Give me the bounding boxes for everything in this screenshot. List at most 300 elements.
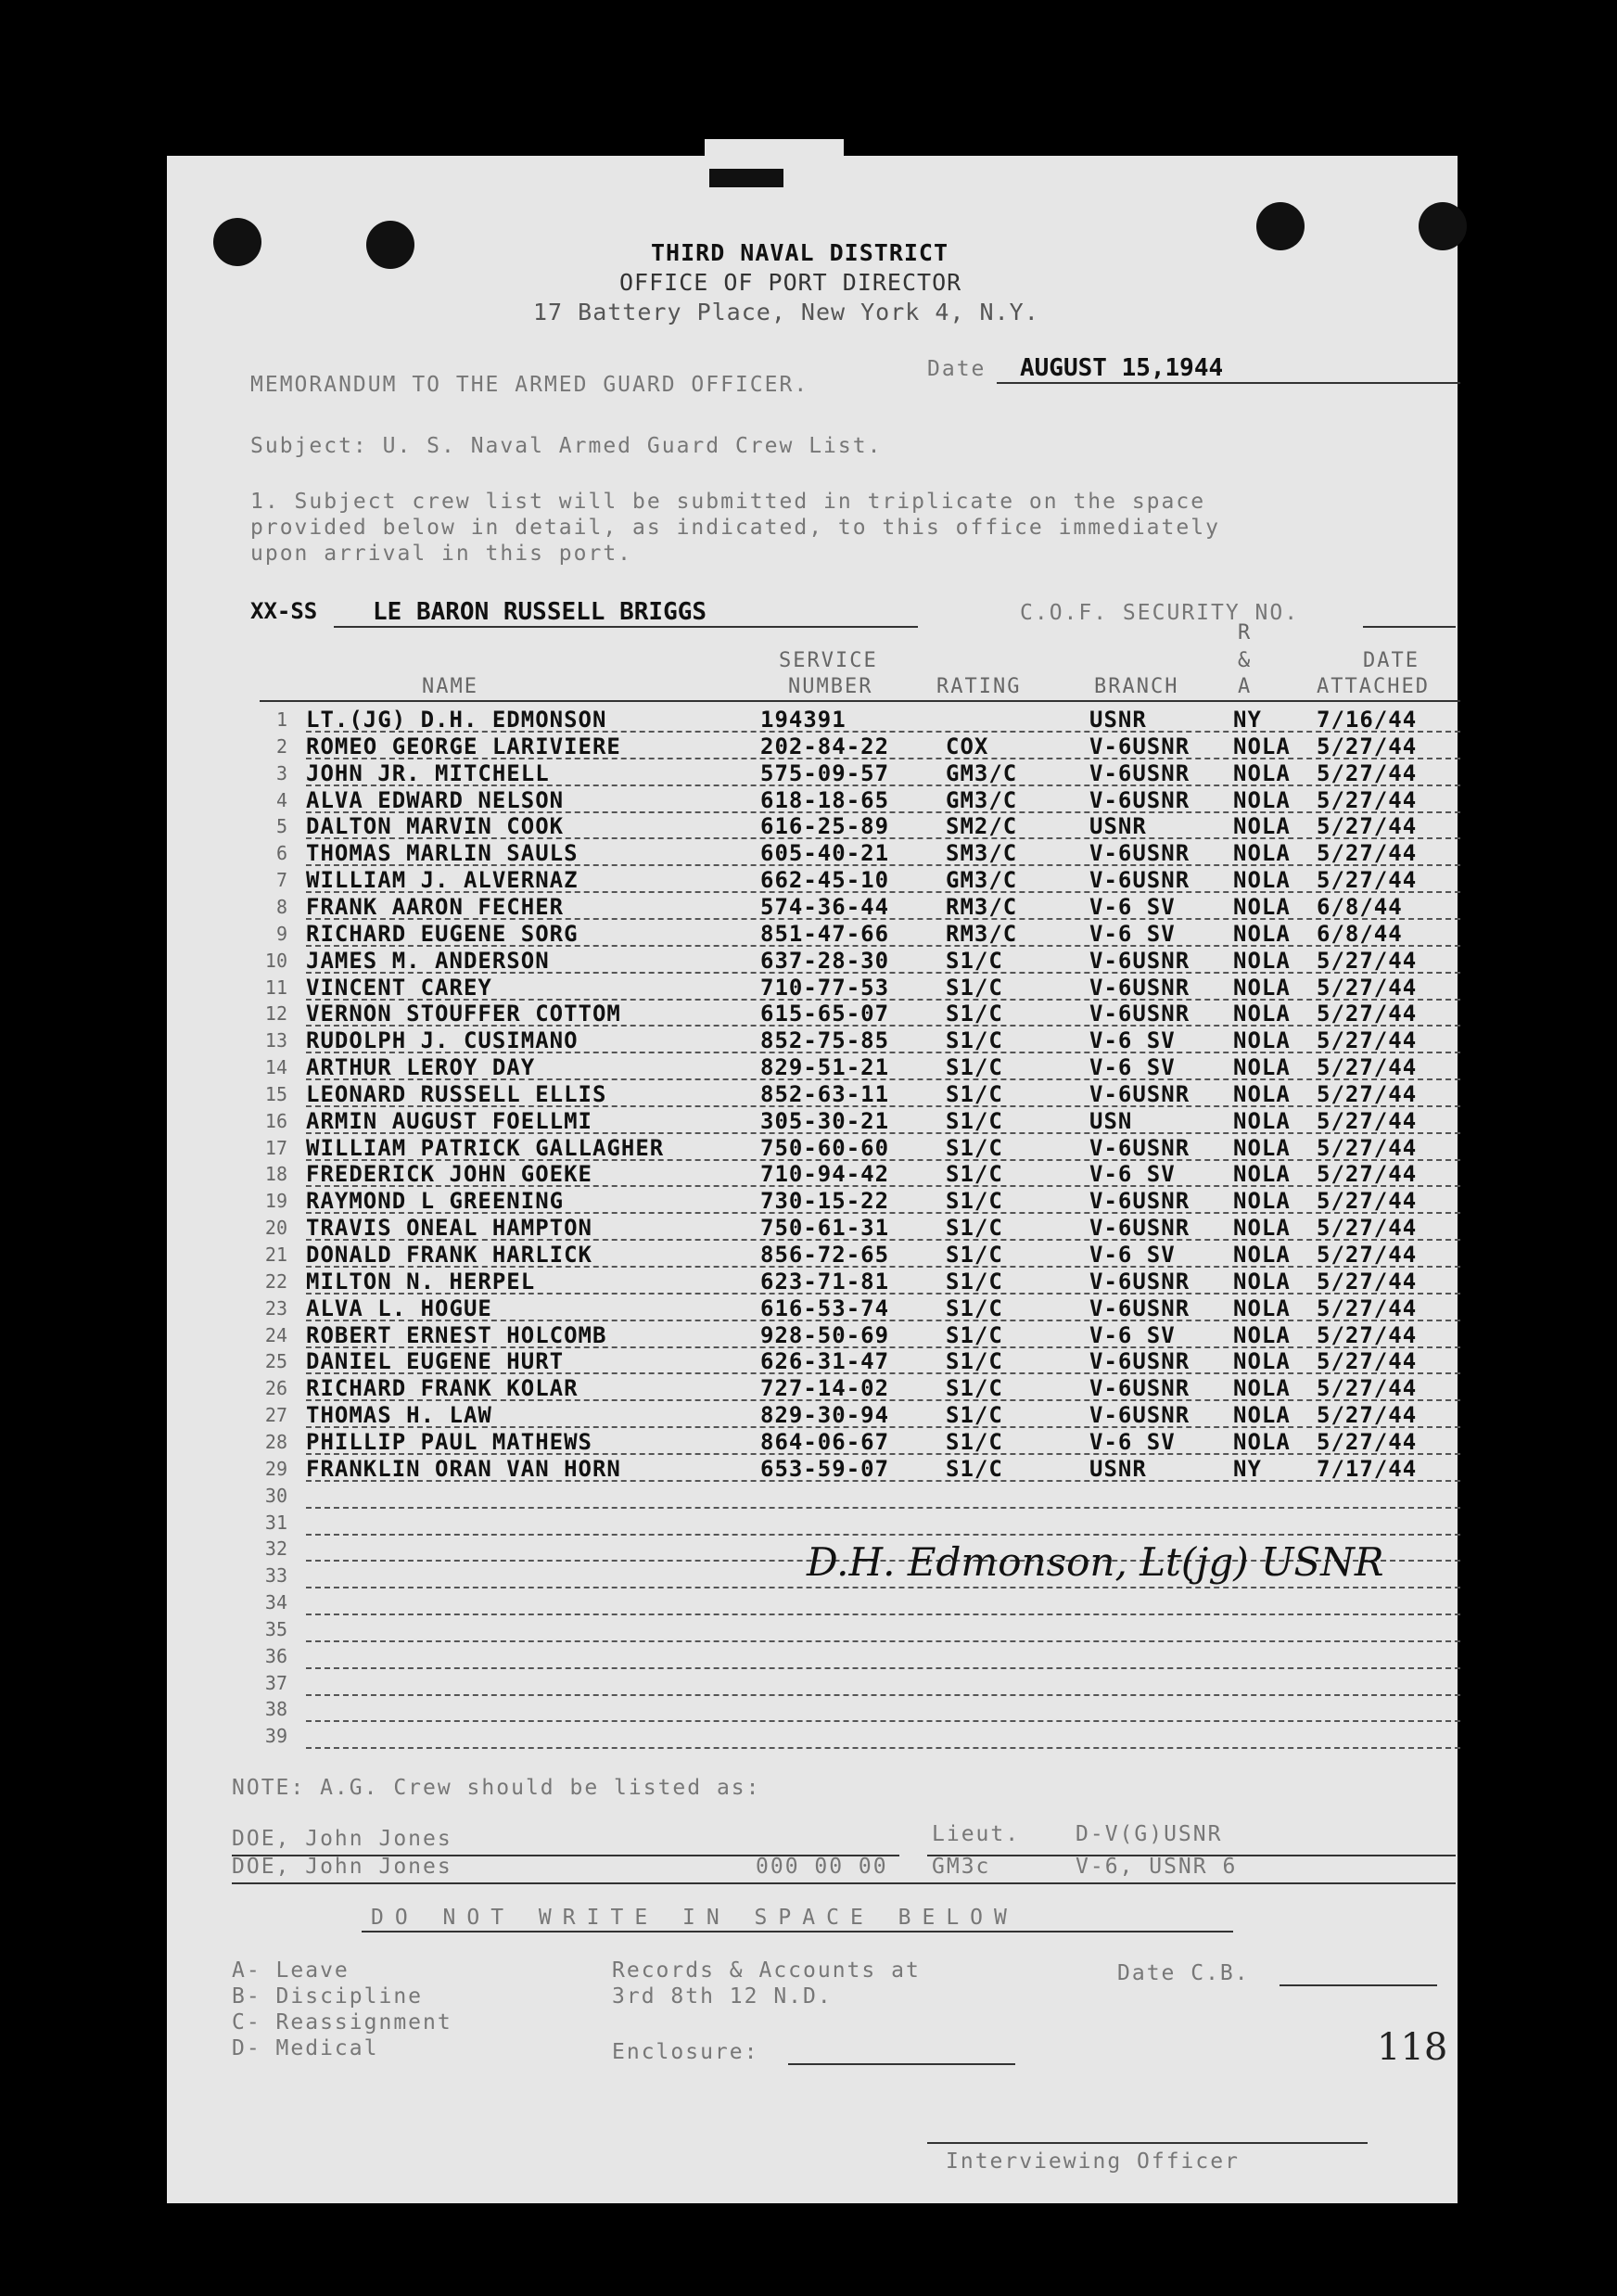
- crew-rating: S1/C: [946, 1215, 1003, 1242]
- crew-rating: S1/C: [946, 1001, 1003, 1027]
- crew-station: NOLA: [1233, 1001, 1291, 1027]
- row-line: [306, 1025, 1460, 1027]
- crew-rating: S1/C: [946, 1188, 1003, 1215]
- security-line: [1363, 626, 1456, 628]
- crew-branch: V-6USNR: [1089, 1402, 1190, 1429]
- crew-rating: S1/C: [946, 1402, 1003, 1429]
- crew-date: 5/27/44: [1317, 1080, 1418, 1107]
- crew-station: NOLA: [1233, 813, 1291, 840]
- row-line: [306, 918, 1460, 920]
- crew-name: WILLIAM J. ALVERNAZ: [306, 867, 579, 894]
- crew-branch: V-6 SV: [1089, 1027, 1176, 1054]
- col-rating: RATING: [936, 675, 1022, 698]
- crew-date: 5/27/44: [1317, 867, 1418, 894]
- crew-date: 5/27/44: [1317, 1161, 1418, 1188]
- row-number: 29: [264, 1457, 287, 1480]
- crew-branch: USN: [1089, 1107, 1133, 1134]
- col-date-top: DATE: [1363, 649, 1420, 672]
- crew-date: 5/27/44: [1317, 1295, 1418, 1321]
- crew-date: 5/27/44: [1317, 759, 1418, 786]
- crew-name: MILTON N. HERPEL: [306, 1268, 536, 1295]
- crew-service: 616-53-74: [760, 1295, 890, 1321]
- crew-branch: V-6USNR: [1089, 947, 1190, 974]
- crew-service: 605-40-21: [760, 840, 890, 867]
- crew-service: 864-06-67: [760, 1428, 890, 1455]
- row-number: 25: [264, 1350, 287, 1373]
- crew-rating: S1/C: [946, 1134, 1003, 1161]
- crew-date: 5/27/44: [1317, 1001, 1418, 1027]
- crew-date: 5/27/44: [1317, 1268, 1418, 1295]
- blank-row-line: [306, 1587, 1460, 1588]
- crew-date: 5/27/44: [1317, 1054, 1418, 1081]
- crew-date: 5/27/44: [1317, 1027, 1418, 1054]
- blank-row-number: 30: [264, 1484, 287, 1507]
- crew-station: NOLA: [1233, 893, 1291, 920]
- crew-service: 727-14-02: [760, 1375, 890, 1402]
- crew-rating: S1/C: [946, 1027, 1003, 1054]
- row-line: [306, 811, 1460, 813]
- blank-row-number: 38: [264, 1698, 287, 1721]
- crew-date: 5/27/44: [1317, 1188, 1418, 1215]
- row-number: 24: [264, 1323, 287, 1346]
- crew-name: THOMAS H. LAW: [306, 1402, 492, 1429]
- crew-station: NOLA: [1233, 920, 1291, 947]
- row-line: [306, 972, 1460, 974]
- crew-branch: V-6USNR: [1089, 1268, 1190, 1295]
- crew-name: FRANK AARON FECHER: [306, 893, 565, 920]
- crew-station: NOLA: [1233, 1348, 1291, 1375]
- crew-rating: SM2/C: [946, 813, 1018, 840]
- crew-date: 5/27/44: [1317, 1428, 1418, 1455]
- crew-name: RICHARD FRANK KOLAR: [306, 1375, 579, 1402]
- crew-branch: USNR: [1089, 813, 1147, 840]
- row-line: [306, 1372, 1460, 1374]
- crew-date: 5/27/44: [1317, 947, 1418, 974]
- crew-station: NOLA: [1233, 759, 1291, 786]
- crew-service: 852-75-85: [760, 1027, 890, 1054]
- col-branch: BRANCH: [1094, 675, 1179, 698]
- example-1-name: DOE, John Jones: [232, 1827, 452, 1851]
- blank-row-line: [306, 1640, 1460, 1642]
- crew-station: NOLA: [1233, 1188, 1291, 1215]
- crew-service: 202-84-22: [760, 733, 890, 759]
- crew-date: 5/27/44: [1317, 1348, 1418, 1375]
- crew-branch: V-6 SV: [1089, 1161, 1176, 1188]
- crew-service: 615-65-07: [760, 1001, 890, 1027]
- crew-station: NOLA: [1233, 733, 1291, 759]
- crew-name: ROMEO GEORGE LARIVIERE: [306, 733, 621, 759]
- footer-b: B- Discipline: [232, 1984, 424, 2009]
- ship-prefix: XX-SS: [250, 598, 318, 624]
- row-line: [306, 1480, 1460, 1482]
- interviewing-line: [927, 2142, 1368, 2144]
- crew-branch: V-6 SV: [1089, 1242, 1176, 1268]
- crew-rating: S1/C: [946, 1080, 1003, 1107]
- crew-service: 829-51-21: [760, 1054, 890, 1081]
- header-rule: [260, 700, 1460, 702]
- crew-service: 305-30-21: [760, 1107, 890, 1134]
- row-line: [306, 891, 1460, 893]
- row-line: [306, 1212, 1460, 1214]
- row-line: [306, 1132, 1460, 1134]
- footer-a: A- Leave: [232, 1958, 350, 1983]
- enclosure-label: Enclosure:: [612, 2040, 759, 2064]
- example-2-branch: V-6, USNR 6: [1076, 1855, 1238, 1879]
- row-line: [306, 1453, 1460, 1455]
- crew-station: NOLA: [1233, 947, 1291, 974]
- row-number: 9: [275, 922, 287, 945]
- crew-date: 5/27/44: [1317, 733, 1418, 759]
- instruction-line-1: 1. Subject crew list will be submitted in triplicate on the space: [250, 490, 1206, 514]
- crew-name: LT.(JG) D.H. EDMONSON: [306, 707, 607, 733]
- row-number: 26: [264, 1377, 287, 1400]
- crew-name: WILLIAM PATRICK GALLAGHER: [306, 1134, 665, 1161]
- crew-station: NOLA: [1233, 1402, 1291, 1429]
- row-number: 13: [264, 1029, 287, 1052]
- col-station-top: R: [1238, 621, 1253, 644]
- row-number: 18: [264, 1163, 287, 1186]
- crew-station: NOLA: [1233, 1375, 1291, 1402]
- crew-name: DALTON MARVIN COOK: [306, 813, 565, 840]
- crew-date: 5/27/44: [1317, 1321, 1418, 1348]
- crew-date: 5/27/44: [1317, 1402, 1418, 1429]
- blank-row-number: 39: [264, 1725, 287, 1748]
- crew-service: 852-63-11: [760, 1080, 890, 1107]
- blank-row-line: [306, 1614, 1460, 1615]
- row-line: [306, 1239, 1460, 1241]
- banner-underline: [362, 1931, 1233, 1932]
- row-line: [306, 1320, 1460, 1321]
- date-cb-line: [1280, 1984, 1437, 1986]
- row-number: 28: [264, 1430, 287, 1453]
- blank-row-line: [306, 1747, 1460, 1749]
- crew-date: 5/27/44: [1317, 1242, 1418, 1268]
- example-2-rating: GM3c: [932, 1855, 991, 1879]
- row-number: 3: [275, 761, 287, 784]
- district-title: THIRD NAVAL DISTRICT: [651, 239, 949, 266]
- row-line: [306, 1426, 1460, 1428]
- row-line: [306, 731, 1460, 733]
- row-number: 23: [264, 1296, 287, 1320]
- crew-name: DANIEL EUGENE HURT: [306, 1348, 565, 1375]
- crew-name: THOMAS MARLIN SAULS: [306, 840, 579, 867]
- date-label: Date: [927, 357, 987, 381]
- row-line: [306, 758, 1460, 759]
- blank-row-line: [306, 1507, 1460, 1509]
- row-number: 27: [264, 1404, 287, 1427]
- blank-row-number: 31: [264, 1511, 287, 1534]
- crew-branch: V-6USNR: [1089, 974, 1190, 1001]
- crew-branch: V-6 SV: [1089, 1321, 1176, 1348]
- row-line: [306, 1293, 1460, 1295]
- crew-date: 5/27/44: [1317, 813, 1418, 840]
- records-districts: 3rd 8th 12 N.D.: [612, 1984, 833, 2009]
- crew-branch: V-6USNR: [1089, 1188, 1190, 1215]
- example-2-name: DOE, John Jones: [232, 1855, 452, 1879]
- crew-date: 5/27/44: [1317, 1134, 1418, 1161]
- punch-hole-right-2: [1419, 202, 1467, 250]
- footer-c: C- Reassignment: [232, 2010, 452, 2035]
- crew-name: ARMIN AUGUST FOELLMI: [306, 1107, 592, 1134]
- date-line: [997, 382, 1460, 384]
- signature: D.H. Edmonson, Lt(jg) USNR: [807, 1539, 1384, 1585]
- row-line: [306, 1078, 1460, 1080]
- crew-rating: S1/C: [946, 974, 1003, 1001]
- crew-branch: USNR: [1089, 707, 1147, 733]
- row-number: 5: [275, 815, 287, 838]
- crew-branch: V-6USNR: [1089, 759, 1190, 786]
- crew-rating: RM3/C: [946, 893, 1018, 920]
- row-number: 4: [275, 788, 287, 811]
- crew-service: 575-09-57: [760, 759, 890, 786]
- crew-rating: RM3/C: [946, 920, 1018, 947]
- crew-rating: S1/C: [946, 1455, 1003, 1482]
- row-number: 11: [264, 976, 287, 999]
- crew-station: NOLA: [1233, 1054, 1291, 1081]
- row-line: [306, 837, 1460, 839]
- crew-service: 730-15-22: [760, 1188, 890, 1215]
- crew-station: NOLA: [1233, 1161, 1291, 1188]
- crew-rating: S1/C: [946, 1321, 1003, 1348]
- crew-station: NOLA: [1233, 1321, 1291, 1348]
- crew-service: 637-28-30: [760, 947, 890, 974]
- crew-rating: S1/C: [946, 947, 1003, 974]
- crew-name: DONALD FRANK HARLICK: [306, 1242, 592, 1268]
- crew-name: RAYMOND L GREENING: [306, 1188, 565, 1215]
- row-number: 8: [275, 895, 287, 918]
- crew-branch: V-6USNR: [1089, 733, 1190, 759]
- date-cb-label: Date C.B.: [1117, 1961, 1250, 1985]
- crew-branch: V-6USNR: [1089, 840, 1190, 867]
- crew-date: 5/27/44: [1317, 840, 1418, 867]
- row-number: 16: [264, 1109, 287, 1132]
- crew-branch: V-6 SV: [1089, 1054, 1176, 1081]
- blank-row-number: 33: [264, 1564, 287, 1588]
- row-line: [306, 1399, 1460, 1401]
- example-1-branch: D-V(G)USNR: [1076, 1822, 1223, 1846]
- blank-row-line: [306, 1534, 1460, 1536]
- crew-date: 7/17/44: [1317, 1455, 1418, 1482]
- crew-station: NOLA: [1233, 786, 1291, 813]
- note-text: NOTE: A.G. Crew should be listed as:: [232, 1776, 761, 1800]
- blank-row-line: [306, 1720, 1460, 1722]
- crew-service: 750-61-31: [760, 1215, 890, 1242]
- row-line: [306, 1159, 1460, 1161]
- crew-branch: V-6USNR: [1089, 1134, 1190, 1161]
- blank-row-number: 37: [264, 1671, 287, 1694]
- blank-row-number: 35: [264, 1617, 287, 1640]
- crew-date: 6/8/44: [1317, 893, 1403, 920]
- crew-branch: V-6 SV: [1089, 920, 1176, 947]
- crew-station: NOLA: [1233, 1428, 1291, 1455]
- crew-station: NY: [1233, 707, 1262, 733]
- crew-rating: S1/C: [946, 1242, 1003, 1268]
- memo-to: MEMORANDUM TO THE ARMED GUARD OFFICER.: [250, 373, 809, 397]
- crew-name: ALVA EDWARD NELSON: [306, 786, 565, 813]
- row-number: 19: [264, 1190, 287, 1213]
- crew-name: ROBERT ERNEST HOLCOMB: [306, 1321, 607, 1348]
- crew-station: NOLA: [1233, 1295, 1291, 1321]
- blank-row-number: 32: [264, 1537, 287, 1561]
- crew-rating: SM3/C: [946, 840, 1018, 867]
- crew-date: 7/16/44: [1317, 707, 1418, 733]
- crew-name: JOHN JR. MITCHELL: [306, 759, 550, 786]
- crew-branch: V-6USNR: [1089, 1080, 1190, 1107]
- interviewing-officer-label: Interviewing Officer: [946, 2149, 1240, 2174]
- memo-date: AUGUST 15,1944: [1020, 354, 1224, 382]
- row-line: [306, 999, 1460, 1001]
- crew-rating: S1/C: [946, 1054, 1003, 1081]
- office-address: 17 Battery Place, New York 4, N.Y.: [533, 299, 1039, 325]
- crew-branch: V-6USNR: [1089, 867, 1190, 894]
- row-number: 7: [275, 869, 287, 892]
- crew-name: RUDOLPH J. CUSIMANO: [306, 1027, 579, 1054]
- crew-rating: S1/C: [946, 1107, 1003, 1134]
- row-line: [306, 1266, 1460, 1268]
- crew-date: 5/27/44: [1317, 786, 1418, 813]
- row-line: [306, 864, 1460, 866]
- crew-name: ARTHUR LEROY DAY: [306, 1054, 536, 1081]
- crew-station: NOLA: [1233, 1215, 1291, 1242]
- blank-row-number: 36: [264, 1644, 287, 1667]
- crew-station: NOLA: [1233, 974, 1291, 1001]
- crew-date: 5/27/44: [1317, 1375, 1418, 1402]
- crew-service: 662-45-10: [760, 867, 890, 894]
- crew-service: 574-36-44: [760, 893, 890, 920]
- punch-hole-right-1: [1256, 202, 1305, 250]
- row-line: [306, 1052, 1460, 1053]
- crew-name: PHILLIP PAUL MATHEWS: [306, 1428, 592, 1455]
- ship-name-line: [334, 626, 918, 628]
- crew-station: NOLA: [1233, 1080, 1291, 1107]
- example-1-rating: Lieut.: [932, 1822, 1021, 1846]
- col-station-bottom: A: [1238, 675, 1253, 698]
- crew-name: FRANKLIN ORAN VAN HORN: [306, 1455, 621, 1482]
- crew-branch: V-6 SV: [1089, 1428, 1176, 1455]
- crew-service: 851-47-66: [760, 920, 890, 947]
- example-2-service: 000 00 00: [756, 1855, 888, 1879]
- crew-name: ALVA L. HOGUE: [306, 1295, 492, 1321]
- crew-name: VINCENT CAREY: [306, 974, 492, 1001]
- blank-row-line: [306, 1694, 1460, 1696]
- ship-name: LE BARON RUSSELL BRIGGS: [373, 598, 707, 626]
- binder-clip: [709, 169, 783, 187]
- crew-station: NOLA: [1233, 867, 1291, 894]
- records-accounts: Records & Accounts at: [612, 1958, 921, 1983]
- instruction-line-2: provided below in detail, as indicated, to this office immediately: [250, 516, 1220, 540]
- row-line: [306, 1185, 1460, 1187]
- crew-branch: V-6USNR: [1089, 1215, 1190, 1242]
- crew-branch: V-6USNR: [1089, 786, 1190, 813]
- row-number: 20: [264, 1217, 287, 1240]
- col-service-top: SERVICE: [779, 649, 878, 672]
- blank-row-line: [306, 1667, 1460, 1669]
- crew-station: NOLA: [1233, 840, 1291, 867]
- crew-name: JAMES M. ANDERSON: [306, 947, 550, 974]
- crew-service: 829-30-94: [760, 1402, 890, 1429]
- row-number: 21: [264, 1244, 287, 1266]
- crew-service: 928-50-69: [760, 1321, 890, 1348]
- crew-date: 5/27/44: [1317, 1107, 1418, 1134]
- memo-subject: Subject: U. S. Naval Armed Guard Crew List.: [250, 434, 883, 458]
- do-not-write-banner: DO NOT WRITE IN SPACE BELOW: [371, 1906, 1018, 1930]
- col-name: NAME: [422, 675, 478, 698]
- crew-name: RICHARD EUGENE SORG: [306, 920, 579, 947]
- row-line: [306, 1105, 1460, 1107]
- crew-rating: S1/C: [946, 1295, 1003, 1321]
- crew-service: 856-72-65: [760, 1242, 890, 1268]
- footer-d: D- Medical: [232, 2036, 379, 2060]
- punch-hole-left-1: [213, 218, 261, 266]
- crew-rating: S1/C: [946, 1161, 1003, 1188]
- row-number: 10: [264, 949, 287, 972]
- row-number: 1: [275, 708, 287, 731]
- crew-rating: S1/C: [946, 1375, 1003, 1402]
- crew-branch: V-6USNR: [1089, 1348, 1190, 1375]
- punch-hole-left-2: [366, 221, 414, 269]
- row-line: [306, 1346, 1460, 1348]
- crew-service: 616-25-89: [760, 813, 890, 840]
- enclosure-line: [788, 2063, 1015, 2065]
- crew-name: FREDERICK JOHN GOEKE: [306, 1161, 592, 1188]
- row-line: [306, 945, 1460, 947]
- row-number: 12: [264, 1002, 287, 1026]
- crew-date: 5/27/44: [1317, 1215, 1418, 1242]
- crew-station: NOLA: [1233, 1134, 1291, 1161]
- crew-name: VERNON STOUFFER COTTOM: [306, 1001, 621, 1027]
- blank-row-number: 34: [264, 1591, 287, 1614]
- crew-date: 5/27/44: [1317, 974, 1418, 1001]
- crew-service: 750-60-60: [760, 1134, 890, 1161]
- col-date-bottom: ATTACHED: [1317, 675, 1430, 698]
- crew-branch: V-6USNR: [1089, 1001, 1190, 1027]
- crew-service: 710-77-53: [760, 974, 890, 1001]
- crew-rating: GM3/C: [946, 759, 1018, 786]
- row-line: [306, 784, 1460, 786]
- crew-branch: V-6USNR: [1089, 1295, 1190, 1321]
- crew-rating: GM3/C: [946, 786, 1018, 813]
- crew-service: 194391: [760, 707, 847, 733]
- crew-rating: S1/C: [946, 1268, 1003, 1295]
- crew-name: TRAVIS ONEAL HAMPTON: [306, 1215, 592, 1242]
- office-title: OFFICE OF PORT DIRECTOR: [619, 269, 962, 296]
- crew-service: 623-71-81: [760, 1268, 890, 1295]
- crew-branch: V-6 SV: [1089, 893, 1176, 920]
- crew-branch: V-6USNR: [1089, 1375, 1190, 1402]
- crew-rating: COX: [946, 733, 989, 759]
- instruction-line-3: upon arrival in this port.: [250, 542, 633, 566]
- crew-date: 6/8/44: [1317, 920, 1403, 947]
- crew-station: NY: [1233, 1455, 1262, 1482]
- crew-station: NOLA: [1233, 1242, 1291, 1268]
- crew-service: 710-94-42: [760, 1161, 890, 1188]
- crew-branch: USNR: [1089, 1455, 1147, 1482]
- crew-station: NOLA: [1233, 1268, 1291, 1295]
- page-number: 118: [1377, 2026, 1448, 2069]
- row-number: 17: [264, 1136, 287, 1159]
- crew-rating: S1/C: [946, 1428, 1003, 1455]
- crew-service: 626-31-47: [760, 1348, 890, 1375]
- crew-rating: S1/C: [946, 1348, 1003, 1375]
- row-number: 6: [275, 842, 287, 865]
- crew-service: 653-59-07: [760, 1455, 890, 1482]
- col-station-mid: &: [1238, 649, 1253, 672]
- row-number: 22: [264, 1269, 287, 1293]
- crew-station: NOLA: [1233, 1027, 1291, 1054]
- crew-station: NOLA: [1233, 1107, 1291, 1134]
- crew-service: 618-18-65: [760, 786, 890, 813]
- row-number: 14: [264, 1056, 287, 1079]
